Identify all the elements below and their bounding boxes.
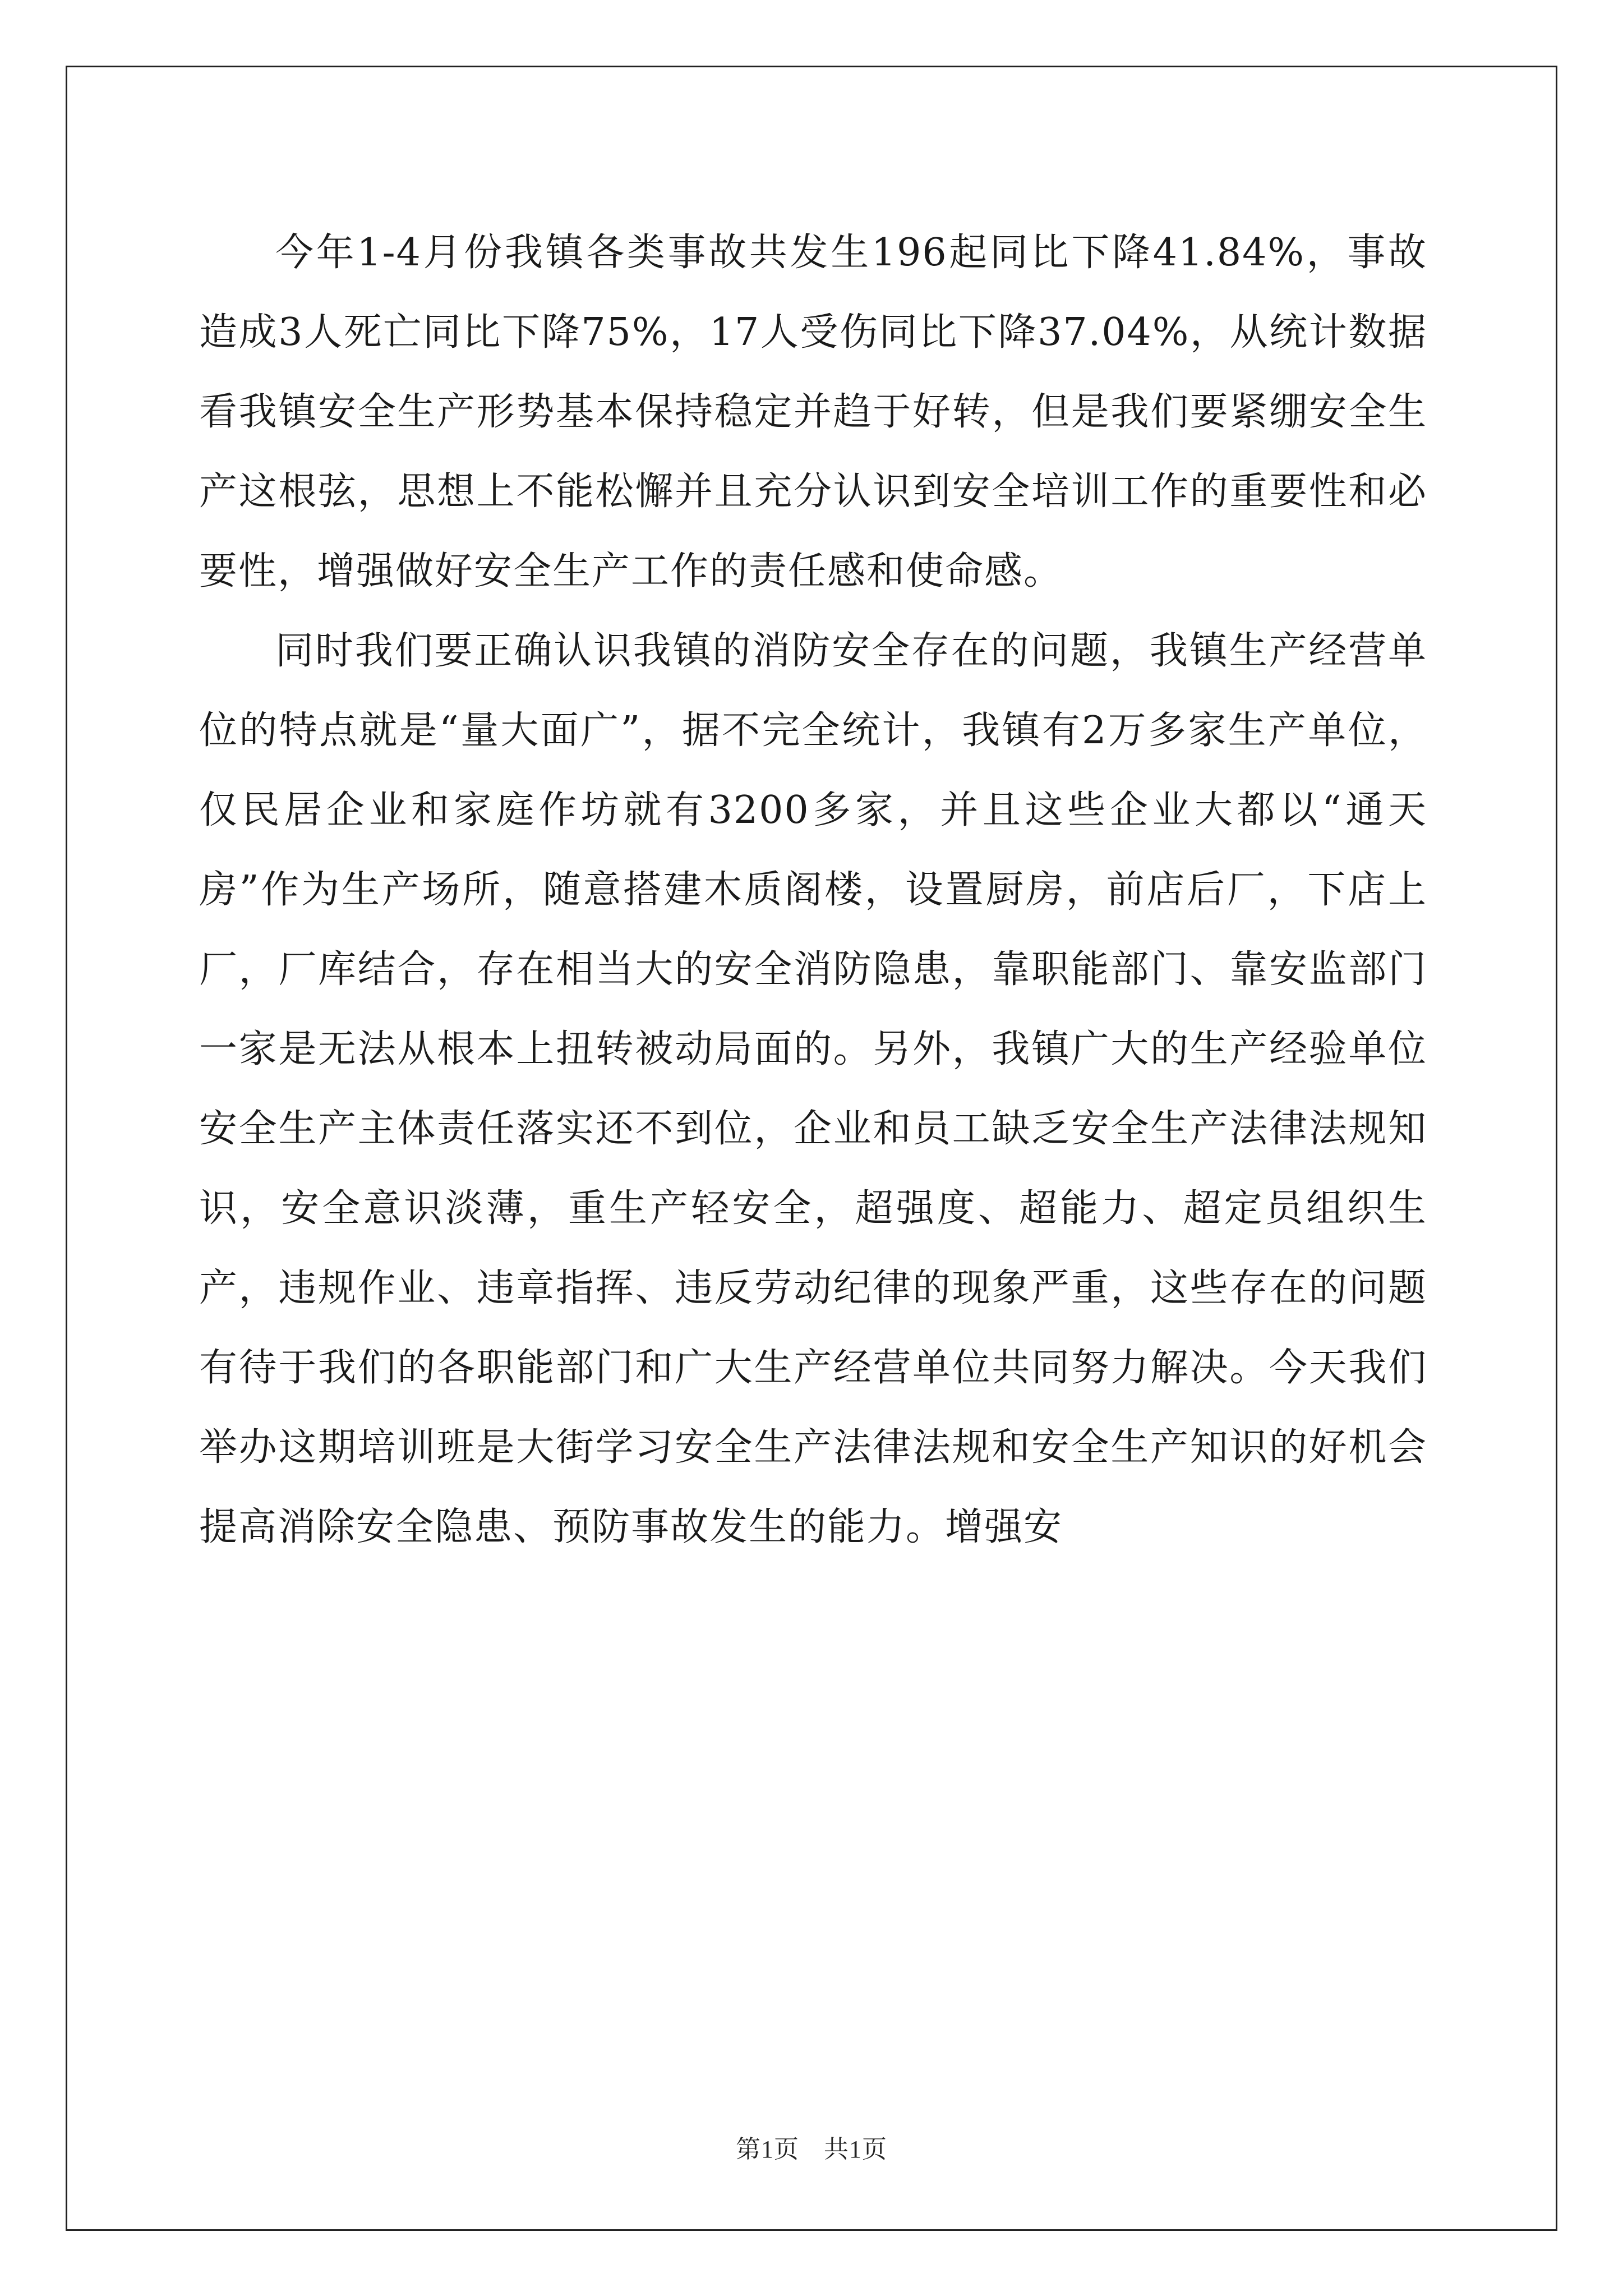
paragraph-2: 同时我们要正确认识我镇的消防安全存在的问题，我镇生产经营单位的特点就是“量大面广”，据不完全统计，我镇有2万多家生产单位，仅民居企业和家庭作坊就有3200多家，并且这些企业大都以“通天房”作为生产场所，随意搭建木质阁楼，设置厨房，前店后厂，下店上厂，厂库结合，存在相当大的安全消防隐患，靠职能部门、靠安监部门一家是无法从根本上扭转被动局面的。另外，我镇广大的生产经验单位安全生产主体责任落实还不到位，企业和员工缺乏安全生产法律法规知识，安全意识淡薄，重生产轻安全，超强度、超能力、超定员组织生产，违规作业、违章指挥、违反劳动纪律的现象严重，这些存在的问题有待于我们的各职能部门和广大生产经营单位共同努力解决。今天我们举办这期培训班是大街学习安全生产法律法规和安全生产知识的好机会提高消除安全隐患、预防事故发生的能力。增强安	[199, 629, 1427, 1549]
document-body	[199, 213, 1427, 1567]
page-total: 共1页	[824, 2136, 887, 2163]
paragraph-1: 今年1-4月份我镇各类事故共发生196起同比下降41.84%，事故造成3人死亡同比下降75%，17人受伤同比下降37.04%，从统计数据看我镇安全生产形势基本保持稳定并趋于好转，但是我们要紧绷安全生产这根弦，思想上不能松懈并且充分认识到安全培训工作的重要性和必要性，增强做好安全生产工作的责任感和使命感。	[199, 231, 1427, 593]
page-footer	[0, 2129, 1623, 2165]
page-number: 第1页	[736, 2136, 799, 2163]
